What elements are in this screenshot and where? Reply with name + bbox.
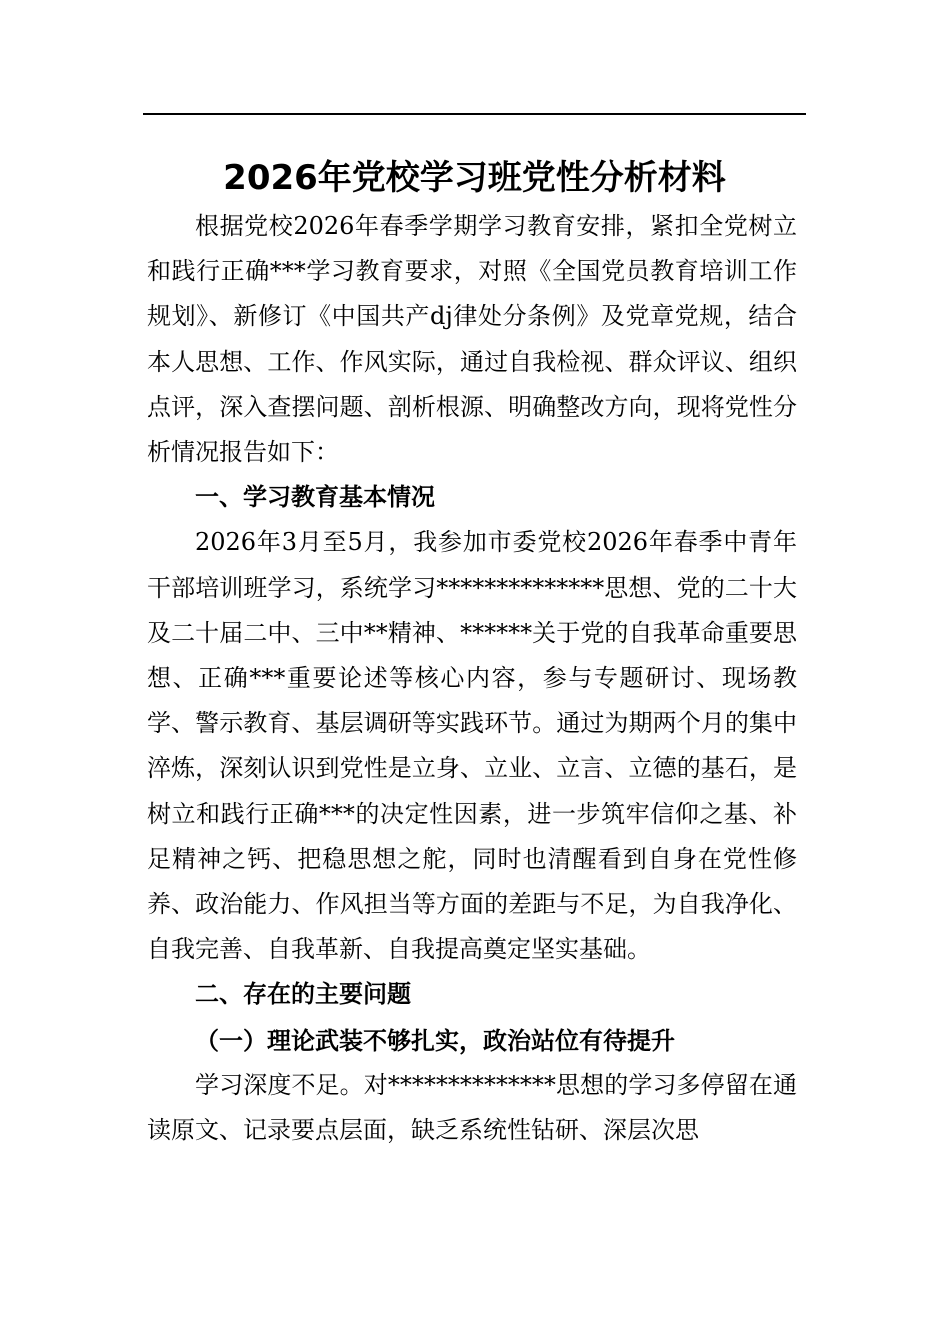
document-body [147, 204, 797, 1153]
subsection-heading-1: （一）理论武装不够扎实，政治站位有待提升 [195, 1025, 675, 1055]
header-rule [143, 113, 806, 115]
intro-paragraph: 根据党校2026年春季学期学习教育安排，紧扣全党树立和践行正确***学习教育要求，对照《全国党员教育培训工作规划》、新修订《中国共产dj律处分条例》及党章党规，结合本人思想、工作、作风实际，通过自我检视、群众评议、组织点评，深入查摆问题、剖析根源、明确整改方向，现将党性分析情况报告如下： [147, 212, 797, 467]
document-title: 2026年党校学习班党性分析材料 [223, 158, 726, 198]
body-paragraph: 2026年3月至5月，我参加市委党校2026年春季中青年干部培训班学习，系统学习**************思想、党的二十大及二十届二中、三中**精神、******关于党的自我革命重要思想、正确***重要论述等核心内容，参与专题研讨、现场教学、警示教育、基层调研等实践环节。通过为期两个月的集中淬炼，深刻认识到党性是立身、立业、立言、立德的基石，是树立和践行正确***的决定性因素，进一步筑牢信仰之基、补足精神之钙、把稳思想之舵，同时也清醒看到自身在党性修养、政治能力、作风担当等方面的差距与不足，为自我净化、自我完善、自我革新、自我提高奠定坚实基础。 [147, 528, 797, 964]
section-heading-1: 一、学习教育基本情况 [195, 483, 435, 512]
body-paragraph: 学习深度不足。对**************思想的学习多停留在通读原文、记录要点层面，缺乏系统性钻研、深层次思 [147, 1070, 797, 1145]
section-heading-2: 二、存在的主要问题 [195, 980, 411, 1009]
